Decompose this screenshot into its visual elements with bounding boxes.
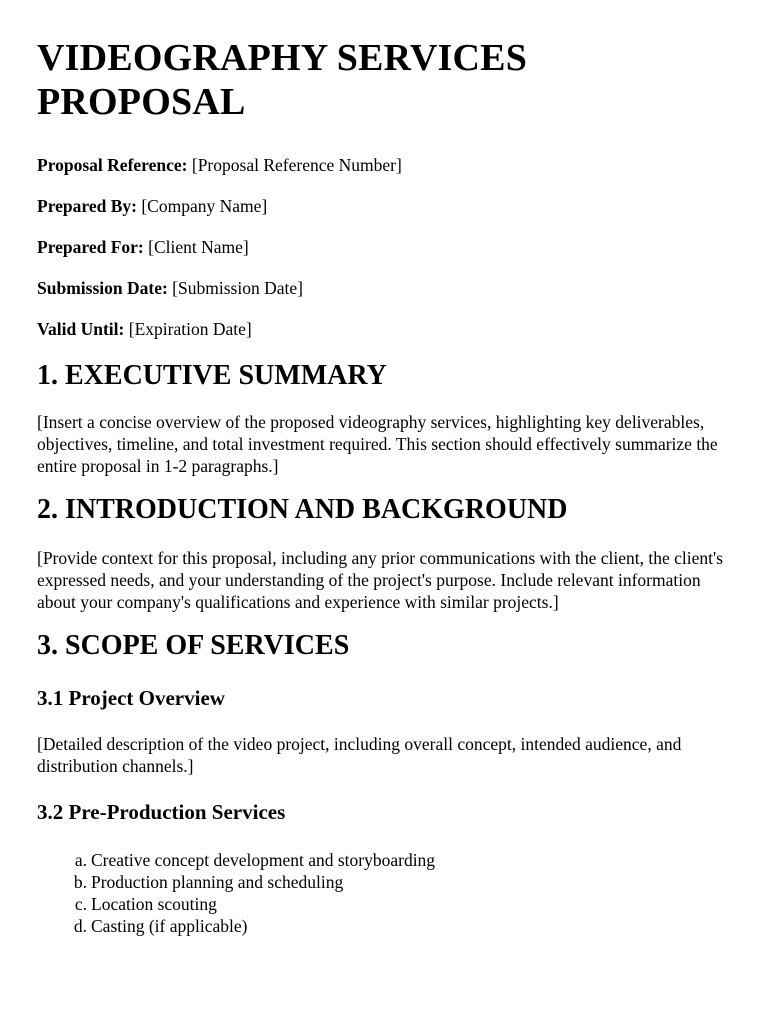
list-marker: d. (73, 916, 87, 936)
section-heading-executive-summary: 1. EXECUTIVE SUMMARY (37, 360, 387, 391)
meta-label: Valid Until: (37, 319, 125, 339)
meta-label: Prepared By: (37, 196, 137, 216)
section-heading-introduction: 2. INTRODUCTION AND BACKGROUND (37, 494, 568, 525)
meta-prepared-for (37, 236, 730, 258)
list-item (67, 849, 730, 871)
list-item (67, 893, 730, 915)
meta-label: Submission Date: (37, 278, 168, 298)
list-item (67, 871, 730, 893)
meta-value: [Client Name] (148, 237, 249, 257)
list-item-text: Production planning and scheduling (91, 872, 344, 892)
list-item-text: Creative concept development and storyboarding (91, 850, 436, 870)
subsection-heading-pre-production: 3.2 Pre-Production Services (37, 800, 286, 824)
list-marker: a. (74, 850, 87, 870)
meta-proposal-reference (37, 154, 730, 176)
meta-submission-date (37, 277, 730, 299)
list-item-text: Location scouting (91, 894, 217, 914)
section-heading-scope-of-services: 3. SCOPE OF SERVICES (37, 630, 350, 661)
meta-value: [Company Name] (141, 196, 268, 216)
list-marker: c. (74, 894, 87, 914)
list-item (67, 915, 730, 937)
subsection-heading-project-overview: 3.1 Project Overview (37, 686, 225, 710)
list-marker: b. (73, 872, 87, 892)
executive-summary-text: [Insert a concise overview of the proposed videography services, highlighting key deliverables, objectives, timeline, and total investment required. This section should effectively summarize the entire proposal in 1-2 paragraphs.] (37, 412, 718, 476)
meta-value: [Expiration Date] (128, 319, 252, 339)
introduction-text: [Provide context for this proposal, including any prior communications with the client, the client's expressed needs, and your understanding of the project's purpose. Include relevant information about your company's qualifications and experience with similar projects.] (37, 548, 723, 612)
list-item-text: Casting (if applicable) (91, 916, 248, 936)
meta-valid-until (37, 318, 730, 340)
proposal-meta (37, 154, 730, 340)
document-title: VIDEOGRAPHY SERVICES PROPOSAL (37, 37, 528, 123)
project-overview-text: [Detailed description of the video project, including overall concept, intended audience, and distribution channels.] (37, 734, 682, 776)
meta-value: [Submission Date] (172, 278, 303, 298)
pre-production-list (37, 849, 730, 937)
meta-value: [Proposal Reference Number] (191, 155, 402, 175)
meta-label: Proposal Reference: (37, 155, 188, 175)
meta-prepared-by (37, 195, 730, 217)
meta-label: Prepared For: (37, 237, 144, 257)
